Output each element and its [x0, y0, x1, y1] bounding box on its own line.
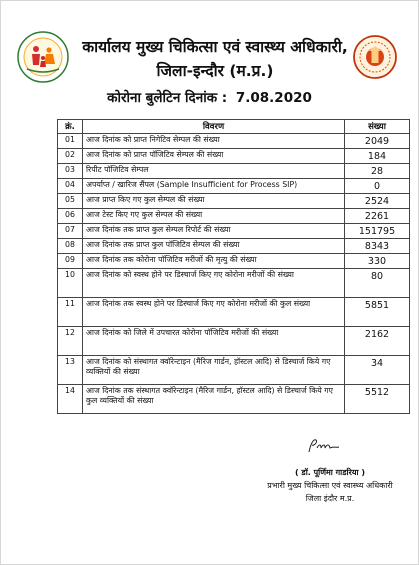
- table-row: [58, 149, 410, 164]
- row-count: 184: [345, 149, 410, 164]
- row-serial: 07: [58, 224, 83, 239]
- row-description: आज दिनांक तक स्वस्थ होने पर डिस्चार्ज किए गए कोरोना मरीजों की कुल संख्या: [83, 298, 345, 327]
- row-description: आज दिनांक को प्राप्त पॉजिटिव सेम्पल की संख्या: [83, 149, 345, 164]
- row-count: 34: [345, 356, 410, 385]
- row-count: 5512: [345, 385, 410, 414]
- table-row: [58, 385, 410, 414]
- row-count: 8343: [345, 239, 410, 254]
- office-line-2: जिला-इन्दौर (म.प्र.): [156, 62, 274, 80]
- row-description: आज दिनांक को जिले में उपचारत कोरोना पॉजिटिव मरीजों की संख्या: [83, 327, 345, 356]
- table-row: [58, 269, 410, 298]
- table-row: [58, 164, 410, 179]
- row-description: आज दिनांक तक प्राप्त कुल सेम्पल रिपोर्ट की संख्या: [83, 224, 345, 239]
- table-row: [58, 209, 410, 224]
- row-count: 28: [345, 164, 410, 179]
- header-count: संख्या: [345, 120, 410, 134]
- row-serial: 03: [58, 164, 83, 179]
- row-count: 2261: [345, 209, 410, 224]
- row-description: आज दिनांक को संस्थागत क्वॉरेन्टाइन (मैरिज गार्डन, हॉस्टल आदि) से डिस्चार्ज किये गए व्यक्तियों की संख्या: [83, 356, 345, 385]
- signatory-name: ( डॉ. पूर्णिमा गाडरिया ): [294, 468, 365, 477]
- row-count: 5851: [345, 298, 410, 327]
- row-description: आज टेस्ट किए गए कुल सेम्पल की संख्या: [83, 209, 345, 224]
- mp-government-emblem: [352, 34, 398, 80]
- letterhead: [0, 0, 419, 112]
- row-description: आज दिनांक को स्वस्थ होने पर डिस्चार्ज किए गए कोरोना मरीजों की संख्या: [83, 269, 345, 298]
- row-count: 2524: [345, 194, 410, 209]
- table-row: [58, 356, 410, 385]
- row-serial: 08: [58, 239, 83, 254]
- table-header-row: [58, 120, 410, 134]
- row-description: आज दिनांक को प्राप्त निगेटिव सेम्पल की संख्या: [83, 134, 345, 149]
- header-description: विवरण: [83, 120, 345, 134]
- table-row: [58, 179, 410, 194]
- office-line-1: कार्यालय मुख्य चिकित्सा एवं स्वास्थ्य अधिकारी,: [82, 38, 348, 56]
- health-mission-logo: [16, 30, 70, 84]
- table-row: [58, 134, 410, 149]
- table-row: [58, 224, 410, 239]
- row-count: 2162: [345, 327, 410, 356]
- office-name: [82, 35, 348, 83]
- row-serial: 11: [58, 298, 83, 327]
- row-serial: 13: [58, 356, 83, 385]
- table-row: [58, 327, 410, 356]
- bulletin-title: [0, 88, 419, 106]
- row-description: आज प्राप्त किए गए कुल सेम्पल की संख्या: [83, 194, 345, 209]
- row-serial: 02: [58, 149, 83, 164]
- row-serial: 12: [58, 327, 83, 356]
- row-serial: 14: [58, 385, 83, 414]
- bulletin-date: 7.08.2020: [235, 90, 312, 106]
- row-serial: 10: [58, 269, 83, 298]
- row-serial: 05: [58, 194, 83, 209]
- header-serial: क्रं.: [58, 120, 83, 134]
- row-count: 0: [345, 179, 410, 194]
- row-count: 330: [345, 254, 410, 269]
- covid-bulletin-table: [57, 119, 410, 414]
- row-serial: 04: [58, 179, 83, 194]
- row-description: आज दिनांक तक संस्थागत क्वॉरेन्टाइन (मैरिज गार्डन, हॉस्टल आदि) से डिस्चार्ज किये गए कुल व्यक्तियों की संख्या: [83, 385, 345, 414]
- row-description: आज दिनांक तक प्राप्त कुल पॉजिटिव सेम्पल की संख्या: [83, 239, 345, 254]
- row-serial: 09: [58, 254, 83, 269]
- table-row: [58, 239, 410, 254]
- row-description: अपर्याप्त / खारिज सैंपल (Sample Insufficient for Process SIP): [83, 179, 345, 194]
- row-serial: 06: [58, 209, 83, 224]
- signatory-location: जिला इंदौर म.प्र.: [305, 494, 355, 503]
- row-serial: 01: [58, 134, 83, 149]
- row-count: 80: [345, 269, 410, 298]
- table-row: [58, 298, 410, 327]
- row-description: आज दिनांक तक कोरोना पॉजिटिव मरीजों की मृत्यु की संख्या: [83, 254, 345, 269]
- table-row: [58, 194, 410, 209]
- bulletin-label: कोरोना बुलेटिन दिनांक :: [107, 90, 228, 106]
- row-description: रिपीट पॉजिटिव सेम्पल: [83, 164, 345, 179]
- row-count: 151795: [345, 224, 410, 239]
- signatory-designation: प्रभारी मुख्य चिकित्सा एवं स्वास्थ्य अधिकारी: [267, 481, 393, 490]
- table-row: [58, 254, 410, 269]
- signatory-block: [250, 466, 410, 505]
- row-count: 2049: [345, 134, 410, 149]
- signature: [306, 436, 342, 456]
